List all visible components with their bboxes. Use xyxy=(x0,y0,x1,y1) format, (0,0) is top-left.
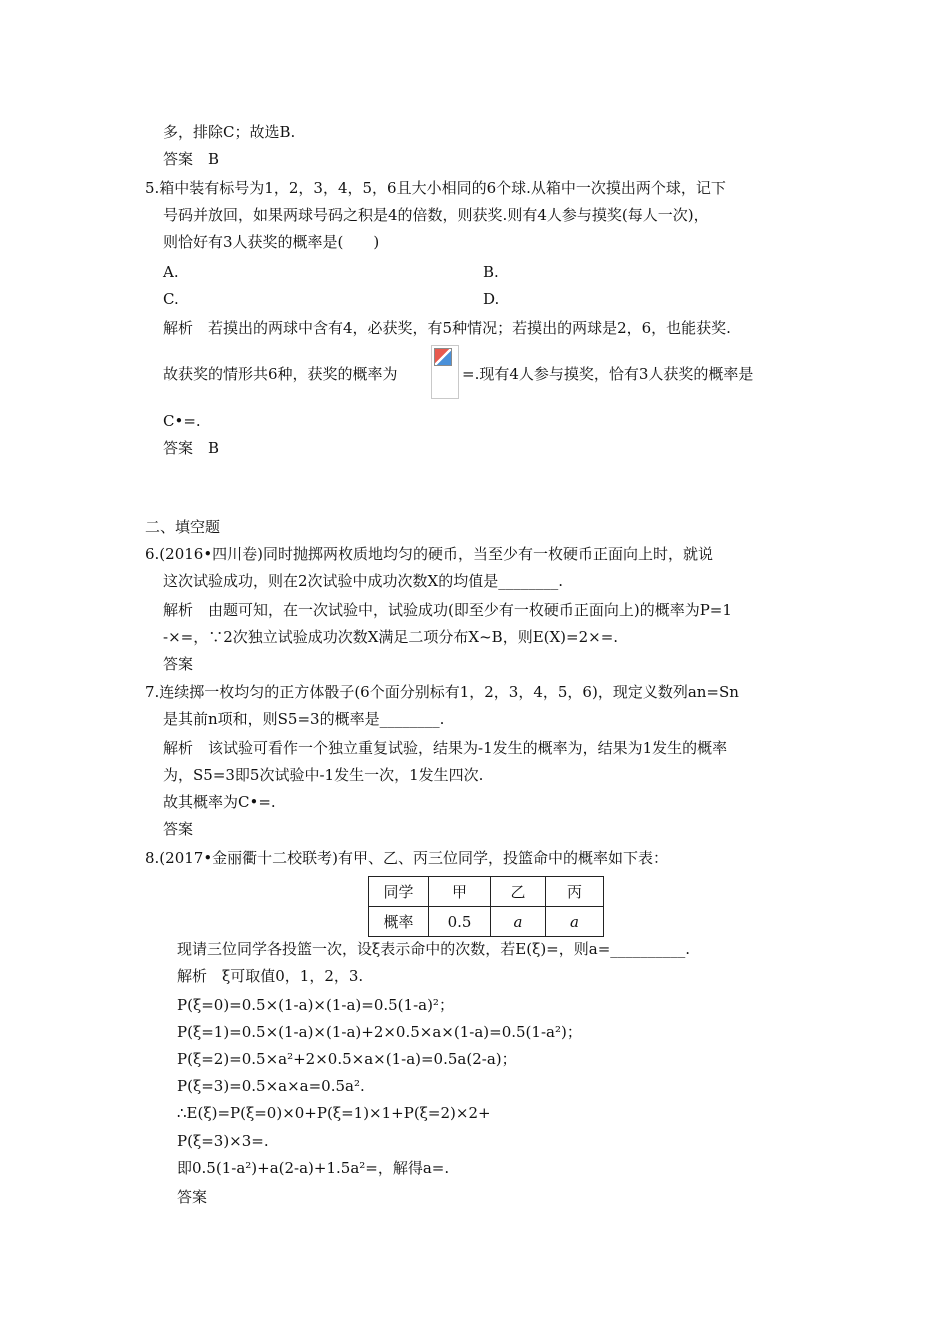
text-line: 多，排除C；故选B. xyxy=(163,123,296,141)
answer-line: 答案 xyxy=(163,655,194,673)
probability-table xyxy=(368,876,604,937)
image-placeholder-icon xyxy=(434,348,452,366)
solution-line: 故其概率为C•=. xyxy=(163,793,276,811)
question-5-text: 则恰好有3人获奖的概率是( ) xyxy=(163,233,380,251)
table-cell: 0.5 xyxy=(429,907,491,937)
solution-line: 即0.5(1-a²)+a(2-a)+1.5a²=，解得a=. xyxy=(177,1159,450,1177)
solution-line: P(ξ=0)=0.5×(1-a)×(1-a)=0.5(1-a)²； xyxy=(177,996,454,1014)
table-cell: a xyxy=(546,907,604,937)
question-8-text: 8.(2017•金丽衢十二校联考)有甲、乙、丙三位同学，投篮命中的概率如下表： xyxy=(145,849,669,867)
solution-line: =.现有4人参与摸奖，恰有3人获奖的概率是 xyxy=(462,365,754,383)
section-heading: 二、填空题 xyxy=(145,518,221,536)
table-header-cell: 同学 xyxy=(369,877,429,907)
solution-line: ∴E(ξ)=P(ξ=0)×0+P(ξ=1)×1+P(ξ=2)×2+ xyxy=(177,1104,491,1122)
option-d: D. xyxy=(483,290,500,308)
table-header-cell: 乙 xyxy=(491,877,546,907)
answer-line: 答案 B xyxy=(163,439,220,457)
solution-line: P(ξ=1)=0.5×(1-a)×(1-a)+2×0.5×a×(1-a)=0.5(1-a²)； xyxy=(177,1023,582,1041)
solution-line: 解析 ξ可取值0，1，2，3. xyxy=(177,967,364,985)
solution-line: P(ξ=2)=0.5×a²+2×0.5×a×(1-a)=0.5a(2-a)； xyxy=(177,1050,517,1068)
option-a: A. xyxy=(163,263,179,281)
solution-line: 解析 若摸出的两球中含有4，必获奖，有5种情况；若摸出的两球是2，6，也能获奖. xyxy=(163,319,731,337)
table-row xyxy=(369,907,604,937)
table-row xyxy=(369,877,604,907)
solution-line: 解析 由题可知，在一次试验中，试验成功(即至少有一枚硬币正面向上)的概率为P=1 xyxy=(163,601,732,619)
answer-line: 答案 xyxy=(177,1188,208,1206)
broken-image-icon xyxy=(431,345,459,399)
solution-line: P(ξ=3)×3=. xyxy=(177,1132,269,1150)
solution-line: 解析 该试验可看作一个独立重复试验，结果为-1发生的概率为，结果为1发生的概率 xyxy=(163,739,728,757)
solution-line: 故获奖的情形共6种，获奖的概率为 xyxy=(163,365,398,383)
question-6-text: 这次试验成功，则在2次试验中成功次数X的均值是________. xyxy=(163,572,563,590)
option-b: B. xyxy=(483,263,499,281)
question-6-text: 6.(2016•四川卷)同时抛掷两枚质地均匀的硬币，当至少有一枚硬币正面向上时，就说 xyxy=(145,545,714,563)
question-7-text: 7.连续掷一枚均匀的正方体骰子(6个面分别标有1，2，3，4，5，6)，现定义数列an=Sn xyxy=(145,683,739,701)
solution-line: 为，S5=3即5次试验中-1发生一次，1发生四次. xyxy=(163,766,484,784)
solution-line: C•=. xyxy=(163,412,201,430)
question-5-text: 号码并放回，如果两球号码之积是4的倍数，则获奖.则有4人参与摸奖(每人一次)， xyxy=(163,206,709,224)
table-header-cell: 丙 xyxy=(546,877,604,907)
table-header-cell: 甲 xyxy=(429,877,491,907)
table-cell: a xyxy=(491,907,546,937)
option-c: C. xyxy=(163,290,179,308)
solution-line: P(ξ=3)=0.5×a×a=0.5a². xyxy=(177,1077,365,1095)
answer-line: 答案 xyxy=(163,820,194,838)
solution-line: -×=，∵2次独立试验成功次数X满足二项分布X~B，则E(X)=2×=. xyxy=(163,628,619,646)
answer-line: 答案 B xyxy=(163,150,220,168)
question-7-text: 是其前n项和，则S5=3的概率是________. xyxy=(163,710,445,728)
question-5-text: 5.箱中装有标号为1，2，3，4，5，6且大小相同的6个球.从箱中一次摸出两个球，记下 xyxy=(145,179,726,197)
table-cell: 概率 xyxy=(369,907,429,937)
question-8-text: 现请三位同学各投篮一次，设ξ表示命中的次数，若E(ξ)=，则a=__________. xyxy=(177,940,691,958)
